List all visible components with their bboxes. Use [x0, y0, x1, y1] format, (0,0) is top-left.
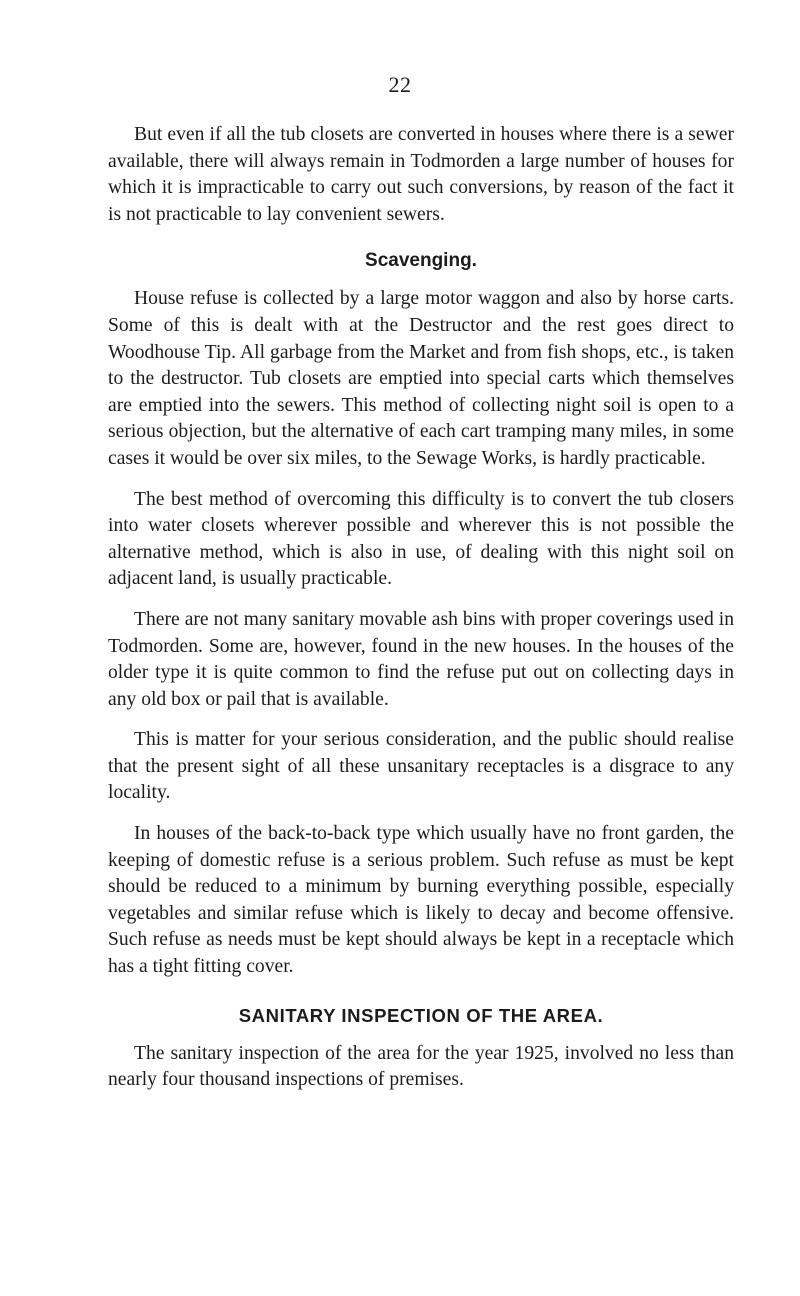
- paragraph-inspection-count: The sanitary inspection of the area for the year 1925, involved no less than nearly four thousand inspections of premises.: [108, 1042, 734, 1091]
- paragraph-ash-bins: There are not many sanitary movable ash bins with proper coverings used in Todmorden. Some are, however, found in the new houses. In the houses of the older type it is quite common to find the refuse put out on collecting days in any old box or pail that is available.: [108, 608, 734, 710]
- page-body: [108, 122, 734, 1094]
- section-heading-scavenging: Scavenging.: [365, 250, 477, 272]
- section-heading-sanitary-inspection: SANITARY INSPECTION OF THE AREA.: [238, 1004, 604, 1026]
- paragraph-serious-consideration: This is matter for your serious consideration, and the public should realise that the present sight of all these unsanitary receptacles is a disgrace to any locality.: [108, 729, 734, 804]
- paragraph-back-to-back: In houses of the back-to-back type which usually have no front garden, the keeping of domestic refuse is a serious problem. Such refuse as must be kept should be reduced to a minimum by burning everything possible, especially vegetables and similar refuse which is likely to decay and become offensive. Such refuse as needs must be kept should always be kept in a receptacle which has a tight fitting cover.: [108, 823, 734, 978]
- paragraph-tub-closets: But even if all the tub closets are converted in houses where there is a sewer available, there will always remain in Todmorden a large number of houses for which it is impracticable to carry out such conversions, by reason of the fact it is not practicable to lay convenient sewers.: [108, 124, 734, 225]
- page-number: 22: [388, 72, 412, 97]
- paragraph-house-refuse: House refuse is collected by a large motor waggon and also by horse carts. Some of this is dealt with at the Destructor and the rest goes direct to Woodhouse Tip. All garbage from the Market and from fish shops, etc., is taken to the destructor. Tub closets are emptied into special carts which themselves are emptied into the sewers. This method of collecting night soil is open to a serious objection, but the alternative of each cart tramping many miles, in some cases it would be over six miles, to the Sewage Works, is hardly practicable.: [108, 288, 734, 469]
- paragraph-best-method: The best method of overcoming this difficulty is to convert the tub closers into water closets wherever possible and wherever this is not possible the alternative method, which is also in use, of dealing with this night soil on adjacent land, is usually practicable.: [108, 488, 734, 590]
